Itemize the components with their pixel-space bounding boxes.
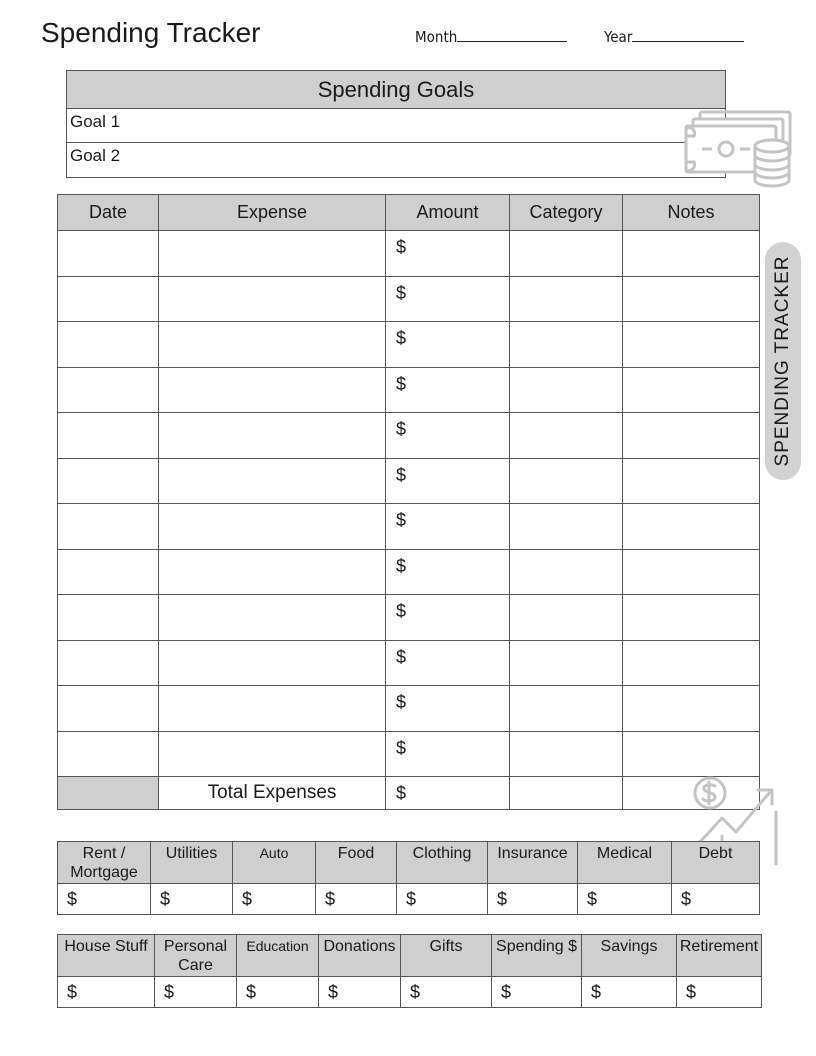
category-header: Gifts bbox=[401, 935, 492, 977]
column-header: Category bbox=[510, 195, 623, 231]
expense-cell[interactable] bbox=[159, 322, 386, 368]
category-amount-cell[interactable]: $ bbox=[151, 884, 233, 915]
category-header: Retirement bbox=[677, 935, 762, 977]
notes-cell[interactable] bbox=[623, 640, 760, 686]
category-amount-cell[interactable]: $ bbox=[397, 884, 488, 915]
category-header: House Stuff bbox=[58, 935, 155, 977]
month-line[interactable] bbox=[457, 26, 567, 42]
category-amount-cell[interactable]: $ bbox=[58, 977, 155, 1008]
expense-cell[interactable] bbox=[159, 549, 386, 595]
date-cell[interactable] bbox=[58, 276, 159, 322]
category-cell[interactable] bbox=[510, 322, 623, 368]
side-tab-label: SPENDING TRACKER bbox=[772, 255, 793, 467]
month-field[interactable] bbox=[415, 26, 567, 46]
category-header: Insurance bbox=[488, 842, 578, 884]
category-header: Savings bbox=[582, 935, 677, 977]
notes-cell[interactable] bbox=[623, 367, 760, 413]
expense-cell[interactable] bbox=[159, 276, 386, 322]
category-header-row bbox=[58, 842, 760, 884]
amount-cell[interactable]: $ bbox=[386, 367, 510, 413]
category-header: Food bbox=[316, 842, 397, 884]
date-cell[interactable] bbox=[58, 231, 159, 277]
category-header: Clothing bbox=[397, 842, 488, 884]
expense-row bbox=[58, 731, 760, 777]
category-header: Spending $ bbox=[492, 935, 582, 977]
category-header: Personal Care bbox=[155, 935, 237, 977]
notes-cell[interactable] bbox=[623, 595, 760, 641]
date-cell[interactable] bbox=[58, 504, 159, 550]
category-header: Utilities bbox=[151, 842, 233, 884]
year-line[interactable] bbox=[632, 26, 744, 42]
category-amount-cell[interactable]: $ bbox=[316, 884, 397, 915]
goal-label: Goal 2 bbox=[70, 146, 121, 165]
category-cell[interactable] bbox=[510, 640, 623, 686]
category-cell[interactable] bbox=[510, 367, 623, 413]
notes-cell[interactable] bbox=[623, 231, 760, 277]
notes-cell[interactable] bbox=[623, 276, 760, 322]
category-header: Education bbox=[237, 935, 319, 977]
expense-row bbox=[58, 231, 760, 277]
amount-cell[interactable]: $ bbox=[386, 413, 510, 459]
category-cell[interactable] bbox=[510, 686, 623, 732]
amount-cell[interactable]: $ bbox=[386, 458, 510, 504]
date-cell[interactable] bbox=[58, 640, 159, 686]
category-header: Auto bbox=[233, 842, 316, 884]
category-amount-row bbox=[58, 977, 762, 1008]
notes-cell[interactable] bbox=[623, 413, 760, 459]
expense-cell[interactable] bbox=[159, 504, 386, 550]
expense-cell[interactable] bbox=[159, 595, 386, 641]
expense-table bbox=[57, 194, 760, 810]
expense-cell[interactable] bbox=[159, 640, 386, 686]
goal-row[interactable] bbox=[67, 109, 725, 143]
column-header: Amount bbox=[386, 195, 510, 231]
category-table-2 bbox=[57, 934, 762, 1008]
amount-cell[interactable]: $ bbox=[386, 731, 510, 777]
notes-cell[interactable] bbox=[623, 686, 760, 732]
side-tab bbox=[765, 242, 801, 480]
date-cell[interactable] bbox=[58, 549, 159, 595]
amount-cell[interactable]: $ bbox=[386, 322, 510, 368]
spending-goals-box bbox=[66, 70, 726, 178]
category-cell[interactable] bbox=[510, 549, 623, 595]
category-cell[interactable] bbox=[510, 231, 623, 277]
category-amount-cell[interactable]: $ bbox=[401, 977, 492, 1008]
goal-row[interactable] bbox=[67, 143, 725, 177]
category-amount-cell[interactable]: $ bbox=[582, 977, 677, 1008]
year-field[interactable] bbox=[604, 26, 744, 46]
category-amount-cell[interactable]: $ bbox=[578, 884, 672, 915]
category-amount-row bbox=[58, 884, 760, 915]
expense-row bbox=[58, 595, 760, 641]
amount-cell[interactable]: $ bbox=[386, 276, 510, 322]
date-cell[interactable] bbox=[58, 458, 159, 504]
expense-cell[interactable] bbox=[159, 686, 386, 732]
category-amount-cell[interactable]: $ bbox=[233, 884, 316, 915]
date-cell[interactable] bbox=[58, 595, 159, 641]
expense-row bbox=[58, 458, 760, 504]
date-cell[interactable] bbox=[58, 413, 159, 459]
expense-row bbox=[58, 322, 760, 368]
category-header: Medical bbox=[578, 842, 672, 884]
category-cell[interactable] bbox=[510, 504, 623, 550]
amount-cell[interactable]: $ bbox=[386, 231, 510, 277]
expense-row bbox=[58, 276, 760, 322]
expense-row bbox=[58, 686, 760, 732]
amount-cell[interactable]: $ bbox=[386, 640, 510, 686]
notes-cell[interactable] bbox=[623, 458, 760, 504]
expense-cell[interactable] bbox=[159, 458, 386, 504]
amount-cell[interactable]: $ bbox=[386, 549, 510, 595]
category-header: Donations bbox=[319, 935, 401, 977]
category-header: Debt bbox=[672, 842, 760, 884]
category-cell[interactable] bbox=[510, 731, 623, 777]
expense-row bbox=[58, 640, 760, 686]
date-cell[interactable] bbox=[58, 367, 159, 413]
column-header: Notes bbox=[623, 195, 760, 231]
expense-cell[interactable] bbox=[159, 731, 386, 777]
date-cell[interactable] bbox=[58, 731, 159, 777]
total-blank-cell bbox=[58, 777, 159, 810]
total-label: Total Expenses bbox=[159, 777, 386, 810]
notes-cell[interactable] bbox=[623, 322, 760, 368]
expense-row bbox=[58, 504, 760, 550]
date-cell[interactable] bbox=[58, 686, 159, 732]
category-amount-cell[interactable]: $ bbox=[677, 977, 762, 1008]
column-header: Date bbox=[58, 195, 159, 231]
category-amount-cell[interactable]: $ bbox=[319, 977, 401, 1008]
goal-label: Goal 1 bbox=[70, 112, 121, 131]
notes-cell[interactable] bbox=[623, 549, 760, 595]
category-amount-cell[interactable]: $ bbox=[155, 977, 237, 1008]
category-table-1 bbox=[57, 841, 760, 915]
expense-header-row bbox=[58, 195, 760, 231]
category-cell[interactable] bbox=[510, 276, 623, 322]
expense-cell[interactable] bbox=[159, 367, 386, 413]
category-amount-cell[interactable]: $ bbox=[237, 977, 319, 1008]
total-category-cell bbox=[510, 777, 623, 810]
page-title: Spending Tracker bbox=[41, 17, 261, 48]
date-cell[interactable] bbox=[58, 322, 159, 368]
category-cell[interactable] bbox=[510, 413, 623, 459]
expense-cell[interactable] bbox=[159, 413, 386, 459]
expense-row bbox=[58, 549, 760, 595]
notes-cell[interactable] bbox=[623, 504, 760, 550]
category-amount-cell[interactable]: $ bbox=[488, 884, 578, 915]
total-row bbox=[58, 777, 760, 810]
expense-cell[interactable] bbox=[159, 231, 386, 277]
category-amount-cell[interactable]: $ bbox=[492, 977, 582, 1008]
expense-row bbox=[58, 413, 760, 459]
amount-cell[interactable]: $ bbox=[386, 686, 510, 732]
total-amount-cell[interactable]: $ bbox=[386, 777, 510, 810]
column-header: Expense bbox=[159, 195, 386, 231]
expense-row bbox=[58, 367, 760, 413]
category-cell[interactable] bbox=[510, 595, 623, 641]
category-amount-cell[interactable]: $ bbox=[672, 884, 760, 915]
category-header-row bbox=[58, 935, 762, 977]
category-amount-cell[interactable]: $ bbox=[58, 884, 151, 915]
category-header: Rent / Mortgage bbox=[58, 842, 151, 884]
category-cell[interactable] bbox=[510, 458, 623, 504]
amount-cell[interactable]: $ bbox=[386, 595, 510, 641]
amount-cell[interactable]: $ bbox=[386, 504, 510, 550]
notes-cell[interactable] bbox=[623, 731, 760, 777]
spending-goals-title: Spending Goals bbox=[67, 71, 725, 109]
money-cash-icon bbox=[684, 110, 792, 188]
month-label: Month bbox=[415, 28, 458, 46]
year-label: Year bbox=[604, 28, 633, 46]
